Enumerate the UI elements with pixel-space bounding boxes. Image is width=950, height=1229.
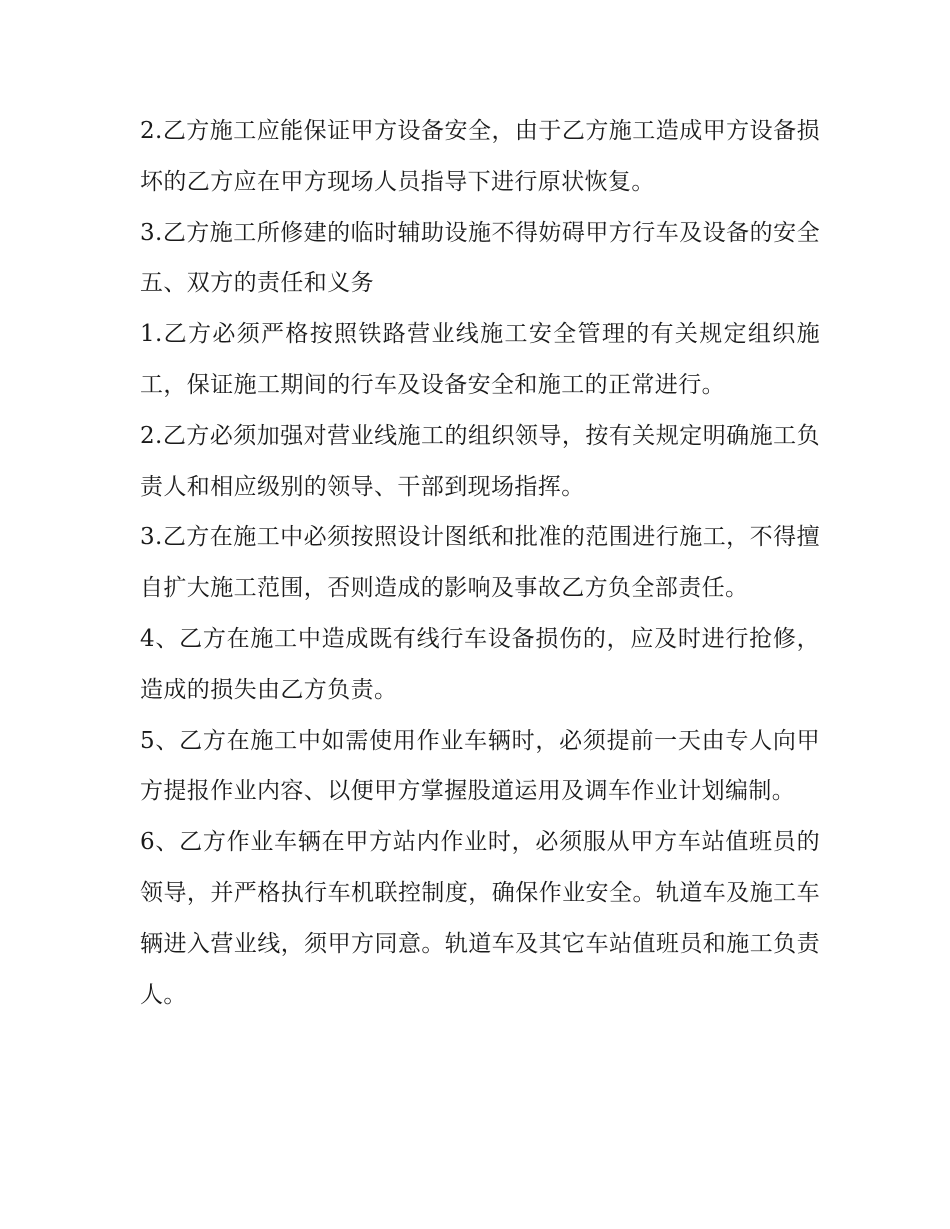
- paragraph-6-station-operations: 6、乙方作业车辆在甲方站内作业时，必须服从甲方车站值班员的领导，并严格执行车机联控制度，确保作业安全。轨道车及施工车辆进入营业线，须甲方同意。轨道车及其它车站值班员和施工负责人。: [140, 829, 820, 1008]
- document-body: [140, 106, 820, 1020]
- paragraph-3-temporary-facilities: 3.乙方施工所修建的临时辅助设施不得妨碍甲方行车及设备的安全 五、双方的责任和义务: [140, 219, 820, 297]
- paragraph-2-organization-leadership: 2.乙方必须加强对营业线施工的组织领导，按有关规定明确施工负责人和相应级别的领导、干部到现场指挥。: [140, 422, 820, 500]
- paragraph-5-work-vehicles: 5、乙方在施工中如需使用作业车辆时，必须提前一天由专人向甲方提报作业内容、以便甲方掌握股道运用及调车作业计划编制。: [140, 727, 820, 805]
- paragraph-1-safety-regulations: 1.乙方必须严格按照铁路营业线施工安全管理的有关规定组织施工，保证施工期间的行车及设备安全和施工的正常进行。: [140, 321, 820, 398]
- paragraph-2-equipment-safety: 2.乙方施工应能保证甲方设备安全，由于乙方施工造成甲方设备损坏的乙方应在甲方现场人员指导下进行原状恢复。: [140, 118, 820, 195]
- paragraph-4-equipment-damage: 4、乙方在施工中造成既有线行车设备损伤的，应及时进行抢修，造成的损失由乙方负责。: [140, 625, 820, 703]
- paragraph-3-construction-scope: 3.乙方在施工中必须按照设计图纸和批准的范围进行施工，不得擅自扩大施工范围，否则造成的影响及事故乙方负全部责任。: [140, 524, 820, 602]
